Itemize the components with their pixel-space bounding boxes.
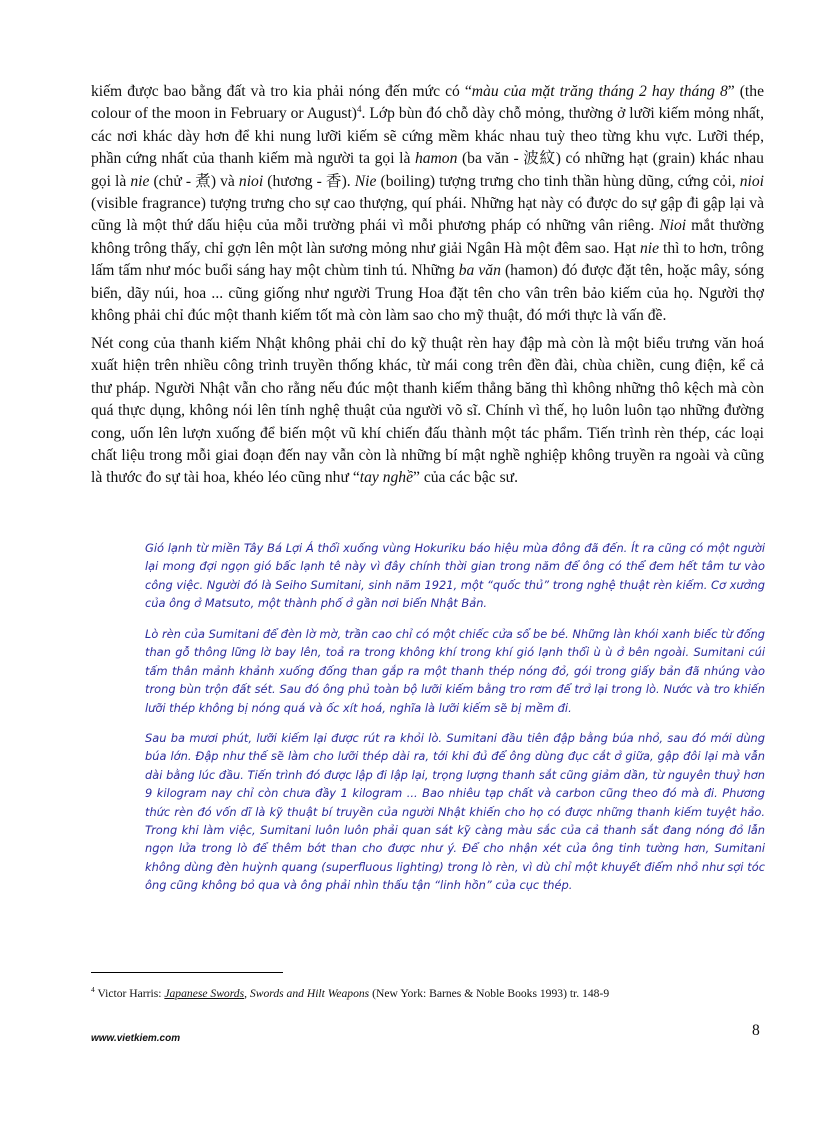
quote-paragraph-1: Gió lạnh từ miền Tây Bá Lợi Á thổi xuống vùng Hokuriku báo hiệu mùa đông đã đến. Ít ra cũng có một người lại mong đợi ngọn gió bấc lạnh tê này vì đây chính thời gian trong năm để ông có thể đem hết tâm tư vào công việc. Người đó là Seiho Sumitani, sinh năm 1921, một “quốc thủ” trong nghệ thuật rèn kiếm. Cơ xưởng của ông ở Matsuto, một thành phố ở gần nơi biển Nhật Bản.	[145, 541, 765, 611]
body-paragraph-2	[91, 333, 764, 490]
quote-paragraph-3: Sau ba mươi phút, lưỡi kiếm lại được rút ra khỏi lò. Sumitani đầu tiên đập bằng búa nhỏ, sau đó mới dùng búa lớn. Đập như thế sẽ làm cho lưỡi thép dài ra, tới khi đủ để ông dùng đục cắt ở giữa, gập đôi lại mà vẫn dài bằng lúc đầu. Tiến trình đó được lập đi lập lại, trọng lượng thanh sắt cũng giảm dần, từ nguyên thuỷ hơn 9 kilogram nay chỉ còn chưa đầy 1 kilogram ... Bao nhiêu tạp chất và carbon cũng theo đó mà đi. Phương thức rèn đó vốn dĩ là kỹ thuật bí truyền của người Nhật khiến cho họ có được những thanh kiếm tuyệt hảo. Trong khi làm việc, Sumitani luôn luôn phải quan sát kỹ càng màu sắc của cả thanh sắt đang nóng đỏ lẫn ngọn lửa trong lò để thêm bớt than cho được như ý. Để cho nhận xét của ông tinh tường hơn, Sumitani không dùng đèn huỳnh quang (superfluous lighting) trong lò rèn, vì dù chỉ một khuyết điểm nhỏ như sợi tóc ông cũng không bỏ qua và ông phải nhìn thấu tận “linh hồn” của cục thép.	[145, 731, 765, 893]
text-run: . Lớp bùn đó chỗ dày chỗ mỏng, thường ở lưỡi kiếm mỏng nhất, các nơi khác dày hơn để khi nung lưỡi kiếm sẽ cứng mềm khác nhau tuỳ theo từng khu vực. Lưỡi thép, phần cứng nhất của thanh kiếm mà người ta gọi là	[91, 105, 765, 168]
text-run: ” (the colour of the moon in February or August)	[91, 83, 764, 123]
text-run: kiếm được bao bằng đất và tro kia phải nóng đến mức có “	[91, 83, 472, 100]
italic-run: ba văn	[458, 262, 501, 280]
text-run: (boiling) tượng trưng cho tinh thần hùng dũng, cứng cỏi,	[376, 172, 740, 190]
footer-website-link[interactable]: www.vietkiem.com	[91, 1033, 181, 1044]
italic-run: màu của mặt trăng tháng 2 hay tháng 8	[471, 83, 728, 100]
footnote	[91, 986, 764, 1002]
text-run: mắt thường không trông thấy, chỉ gợn lên một làn sương mỏng như giải Ngân Hà một đêm sao. Hạt	[91, 217, 764, 257]
footnote-number: 4	[91, 985, 95, 995]
italic-run: hamon	[414, 150, 458, 168]
italic-run: nioi	[739, 172, 764, 190]
italic-run: nioi	[238, 172, 264, 190]
body-paragraph-1	[91, 81, 764, 327]
footnote-author: Victor Harris:	[94, 987, 165, 1000]
footnote-divider	[91, 972, 283, 973]
footnote-title: Japanese Swords	[164, 987, 245, 1000]
footnote-publisher: (New York: Barnes & Noble Books 1993) tr. 148-9	[369, 987, 610, 1000]
footnote-separator: ,	[244, 987, 250, 1000]
italic-run: nie	[130, 172, 150, 190]
text-run: (hương - 香).	[263, 172, 355, 190]
footnote-reference[interactable]: 4	[357, 104, 362, 115]
italic-run: Nioi	[659, 217, 687, 235]
italic-run: Nie	[354, 172, 377, 190]
page-number: 8	[752, 1022, 760, 1039]
text-run: ” của các bậc sư.	[413, 469, 518, 487]
text-run: (ba văn - 波紋) có những hạt (grain) khác nhau gọi là	[91, 150, 764, 190]
quote-paragraph-2: Lò rèn của Sumitani để đèn lờ mờ, trần cao chỉ có một chiếc cửa sổ be bé. Những làn khói xanh biếc từ đống than gỗ thông lững lờ bay lên, toả ra trong không khí trong khí gió lạnh thổi ù ù ở bên ngoài. Sumitani cúi tấm thân mảnh khảnh xuống đống than gắp ra một thanh thép nóng đỏ, gói trong giấy bản đã nhúng vào trong bùn trộn đất sét. Sau đó ông phủ toàn bộ lưỡi kiếm bằng tro rơm để trở lại trong lò. Nước và tro khiến lưỡi thép không bị nóng quá và ốc xít hoá, nghĩa là lưỡi kiếm sẽ bị mềm đi.	[145, 627, 765, 715]
italic-run: tay nghề	[359, 469, 414, 487]
text-run: (hamon) đó được đặt tên, hoặc mây, sóng biển, dãy núi, hoa ... cũng giống như người Trung Hoa đặt tên cho vân trên bảo kiếm của họ. Người thợ không phải chỉ đúc một thanh kiếm tốt mà còn làm sao cho mỹ thuật, đó mới thực là vấn đề.	[91, 262, 764, 325]
italic-run: nie	[640, 239, 660, 257]
text-run: (chử - 煮) và	[149, 172, 239, 190]
text-run: thì to hơn, trông lấm tấm như móc buổi sáng hay một chùm tinh tú. Những	[91, 239, 764, 280]
text-run: Nét cong của thanh kiếm Nhật không phải chỉ do kỹ thuật rèn hay đập mà còn là một biểu trưng văn hoá xuất hiện trên nhiều công trình truyền thống khác, từ mái cong trên đền đài, chùa chiền, cung điện, kể cả thư pháp. Người Nhật vẫn cho rằng nếu đúc một thanh kiếm thẳng băng thì không những thô kệch mà còn quá thực dụng, không nói lên tính nghệ thuật của người võ sĩ. Chính vì thế, họ luôn luôn tạo những đường cong, uốn lên lượn xuống để biến một vũ khí chiến đấu thành một tác phẩm. Tiến trình rèn thép, các loại chất liệu trong mỗi giai đoạn đến nay vẫn còn là những bí mật nghề nghiệp không truyền ra ngoài và cũng là thước đo sự tài hoa, khéo léo cũng như “	[91, 335, 764, 487]
footnote-subtitle: Swords and Hilt Weapons	[249, 987, 370, 1000]
text-run: (visible fragrance) tượng trưng cho sự cao thượng, quí phái. Những hạt này có được do sự gập đi gập lại và cũng là một thứ dấu hiệu của mỗi trường phái vì mỗi phương pháp có những vân riêng.	[91, 195, 764, 235]
